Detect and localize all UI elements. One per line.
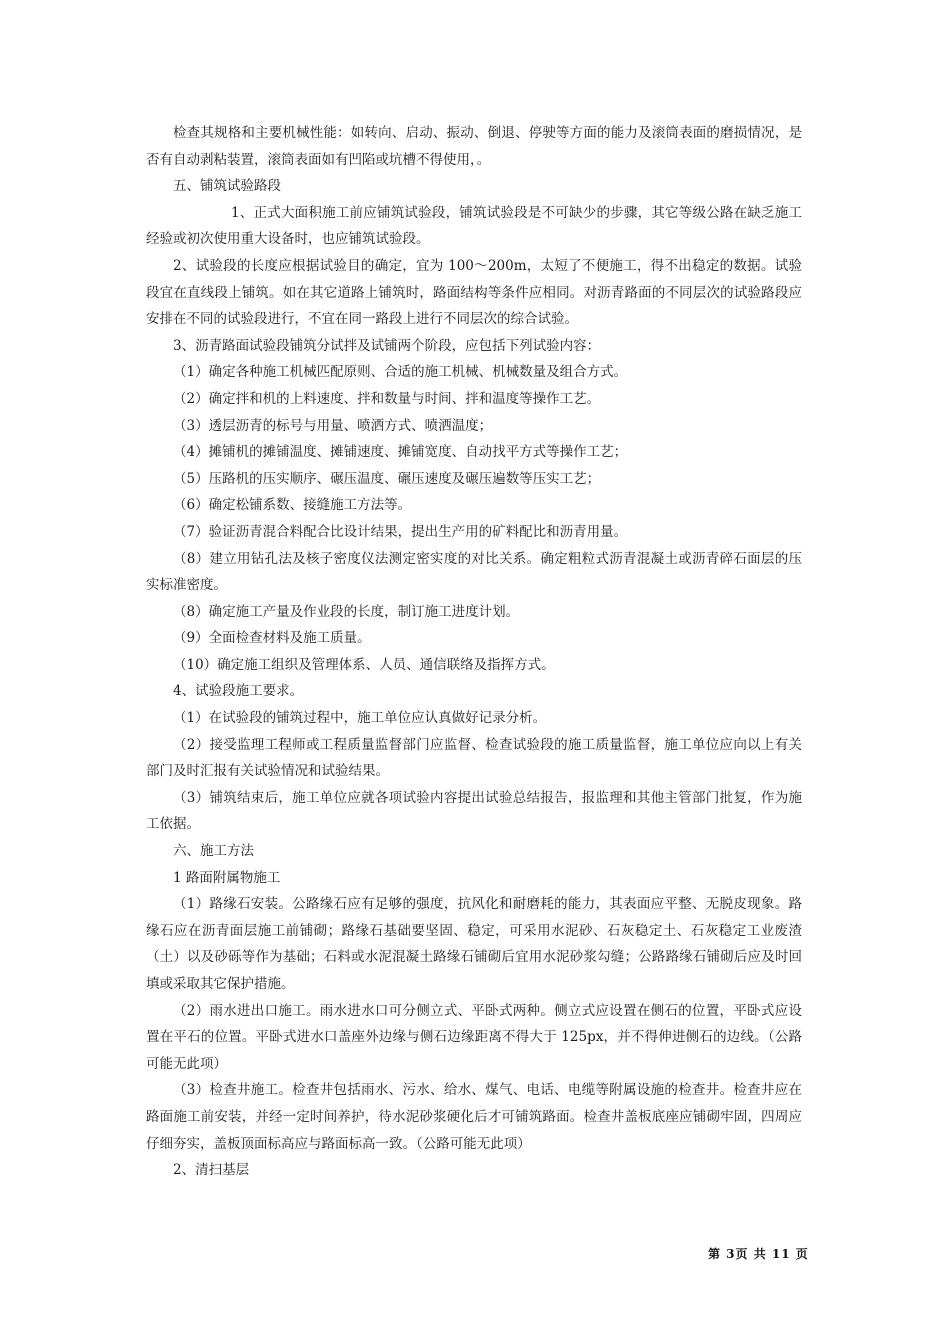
page-number: 第 3页 共 11 页 [708, 1247, 809, 1261]
list-item: （3）铺筑结束后，施工单位应就各项试验内容提出试验总结报告，报监理和其他主管部门批复，作为施工依据。 [146, 789, 802, 833]
list-item: （7）验证沥青混合料配合比设计结果，提出生产用的矿料配比和沥青用量。 [173, 523, 628, 540]
list-item: （4）摊铺机的摊铺温度、摊铺速度、摊铺宽度、自动找平方式等操作工艺； [173, 444, 628, 461]
document-page [146, 120, 802, 1184]
list-item: （3）透层沥青的标号与用量、喷洒方式、喷洒温度； [173, 417, 493, 434]
paragraph: 1、正式大面积施工前应铺筑试验段，铺筑试验段是不可缺少的步骤，其它等级公路在缺乏施工经验或初次使用重大设备时，也应铺筑试验段。 [146, 204, 802, 248]
list-item: （1）路缘石安装。公路缘石应有足够的强度，抗风化和耐磨耗的能力，其表面应平整、无脱皮现象。路缘石应在沥青面层施工前铺砌；路缘石基础要坚固、稳定，可采用水泥砂、石灰稳定土、石灰稳定工业废渣（土）以及砂砾等作为基础；石料或水泥混凝土路缘石铺砌后宜用水泥砂浆勾缝；公路路缘石铺砌后应及时回填或采取其它保护措施。 [146, 896, 802, 992]
list-item: （1）确定各种施工机械匹配原则、合适的施工机械、机械数量及组合方式。 [173, 364, 628, 381]
paragraph: 检查其规格和主要机械性能：如转向、启动、振动、倒退、停驶等方面的能力及滚筒表面的磨损情况，是否有自动剥粘装置，滚筒表面如有凹陷或坑槽不得使用，。 [146, 125, 802, 168]
list-item: （8）建立用钻孔法及核子密度仪法测定密实度的对比关系。确定粗粒式沥青混凝土或沥青碎石面层的压实标准密度。 [146, 550, 802, 594]
paragraph: 4、试验段施工要求。 [173, 683, 304, 700]
list-item: （6）确定松铺系数、接缝施工方法等。 [173, 497, 412, 514]
list-item: （5）压路机的压实顺序、碾压温度、碾压速度及碾压遍数等压实工艺； [173, 470, 601, 487]
list-item: （1）在试验段的铺筑过程中，施工单位应认真做好记录分析。 [173, 710, 547, 727]
list-item: （3）检查井施工。检查井包括雨水、污水、给水、煤气、电话、电缆等附属设施的检查井。检查井应在路面施工前安装，并经一定时间养护，待水泥砂浆硬化后才可铺筑路面。检查井盖板底座应铺砌牢固，四周应仔细夯实，盖板顶面标高应与路面标高一致。（公路可能无此项） [146, 1082, 802, 1152]
list-item: （10）确定施工组织及管理体系、人员、通信联络及指挥方式。 [173, 656, 555, 673]
section-heading: 五、铺筑试验路段 [173, 178, 281, 195]
paragraph: 3、沥青路面试验段铺筑分试拌及试铺两个阶段，应包括下列试验内容： [173, 337, 601, 354]
list-item: （9）全面检查材料及施工质量。 [173, 630, 371, 647]
list-item: （8）确定施工产量及作业段的长度，制订施工进度计划。 [173, 603, 520, 620]
list-item: （2）确定拌和机的上料速度、拌和数量与时间、拌和温度等操作工艺。 [173, 390, 601, 407]
paragraph: 2、试验段的长度应根据试验目的确定，宜为 100～200m，太短了不便施工，得不出稳定的数据。试验段宜在直线段上铺筑。如在其它道路上铺筑时，路面结构等条件应相同。对沥青路面的不同层次的试验路段应安排在不同的试验段进行，不宜在同一路段上进行不同层次的综合试验。 [146, 257, 802, 328]
list-item: （2）接受监理工程师或工程质量监督部门应监督、检查试验段的施工质量监督，施工单位应向以上有关部门及时汇报有关试验情况和试验结果。 [146, 736, 802, 780]
subsection-heading: 1 路面附属物施工 [173, 869, 281, 886]
list-item: （2）雨水进出口施工。雨水进水口可分侧立式、平卧式两种。侧立式应设置在侧石的位置，平卧式应设置在平石的位置。平卧式进水口盖座外边缘与侧石边缘距离不得大于 125px，并不得伸进侧石的边线。（公路可能无此项） [146, 1002, 802, 1072]
section-heading: 六、施工方法 [173, 843, 254, 860]
subsection-heading: 2、清扫基层 [173, 1162, 250, 1179]
